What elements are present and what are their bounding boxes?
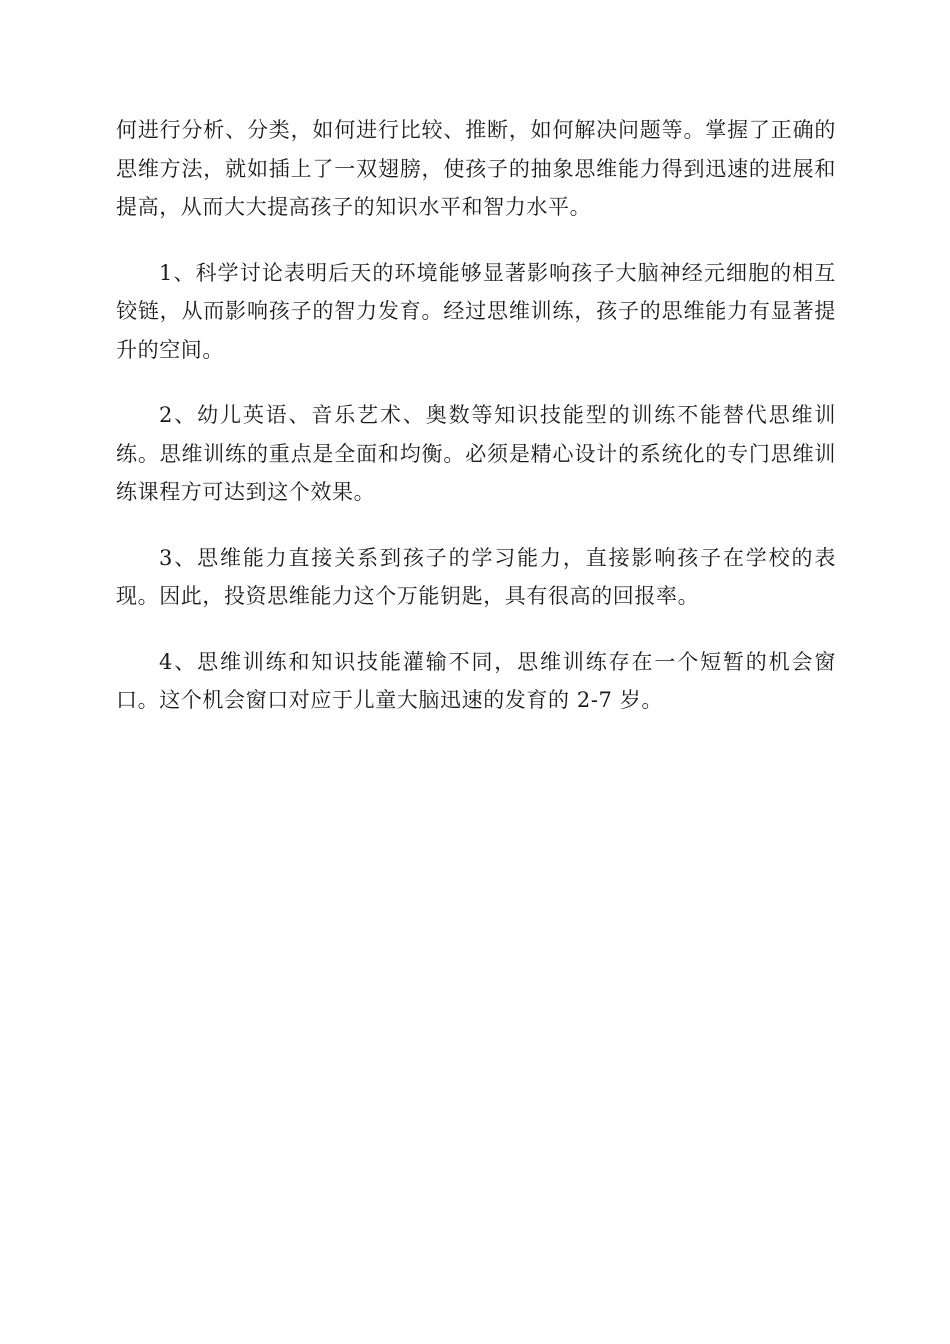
document-body: [116, 111, 836, 747]
paragraph-point-1: 1、科学讨论表明后天的环境能够显著影响孩子大脑神经元细胞的相互铰链，从而影响孩子的智力发育。经过思维训练，孩子的思维能力有显著提升的空间。: [116, 260, 836, 362]
paragraph-continuation: 何进行分析、分类，如何进行比较、推断，如何解决问题等。掌握了正确的思维方法，就如插上了一双翅膀，使孩子的抽象思维能力得到迅速的进展和提高，从而大大提高孩子的知识水平和智力水平。: [116, 118, 836, 219]
paragraph-point-3: 3、思维能力直接关系到孩子的学习能力，直接影响孩子在学校的表现。因此，投资思维能力这个万能钥匙，具有很高的回报率。: [116, 545, 836, 608]
paragraph-point-4: 4、思维训练和知识技能灌输不同，思维训练存在一个短暂的机会窗口。这个机会窗口对应于儿童大脑迅速的发育的 2-7 岁。: [116, 649, 836, 712]
paragraph-point-2: 2、幼儿英语、音乐艺术、奥数等知识技能型的训练不能替代思维训练。思维训练的重点是全面和均衡。必须是精心设计的系统化的专门思维训练课程方可达到这个效果。: [116, 403, 836, 504]
